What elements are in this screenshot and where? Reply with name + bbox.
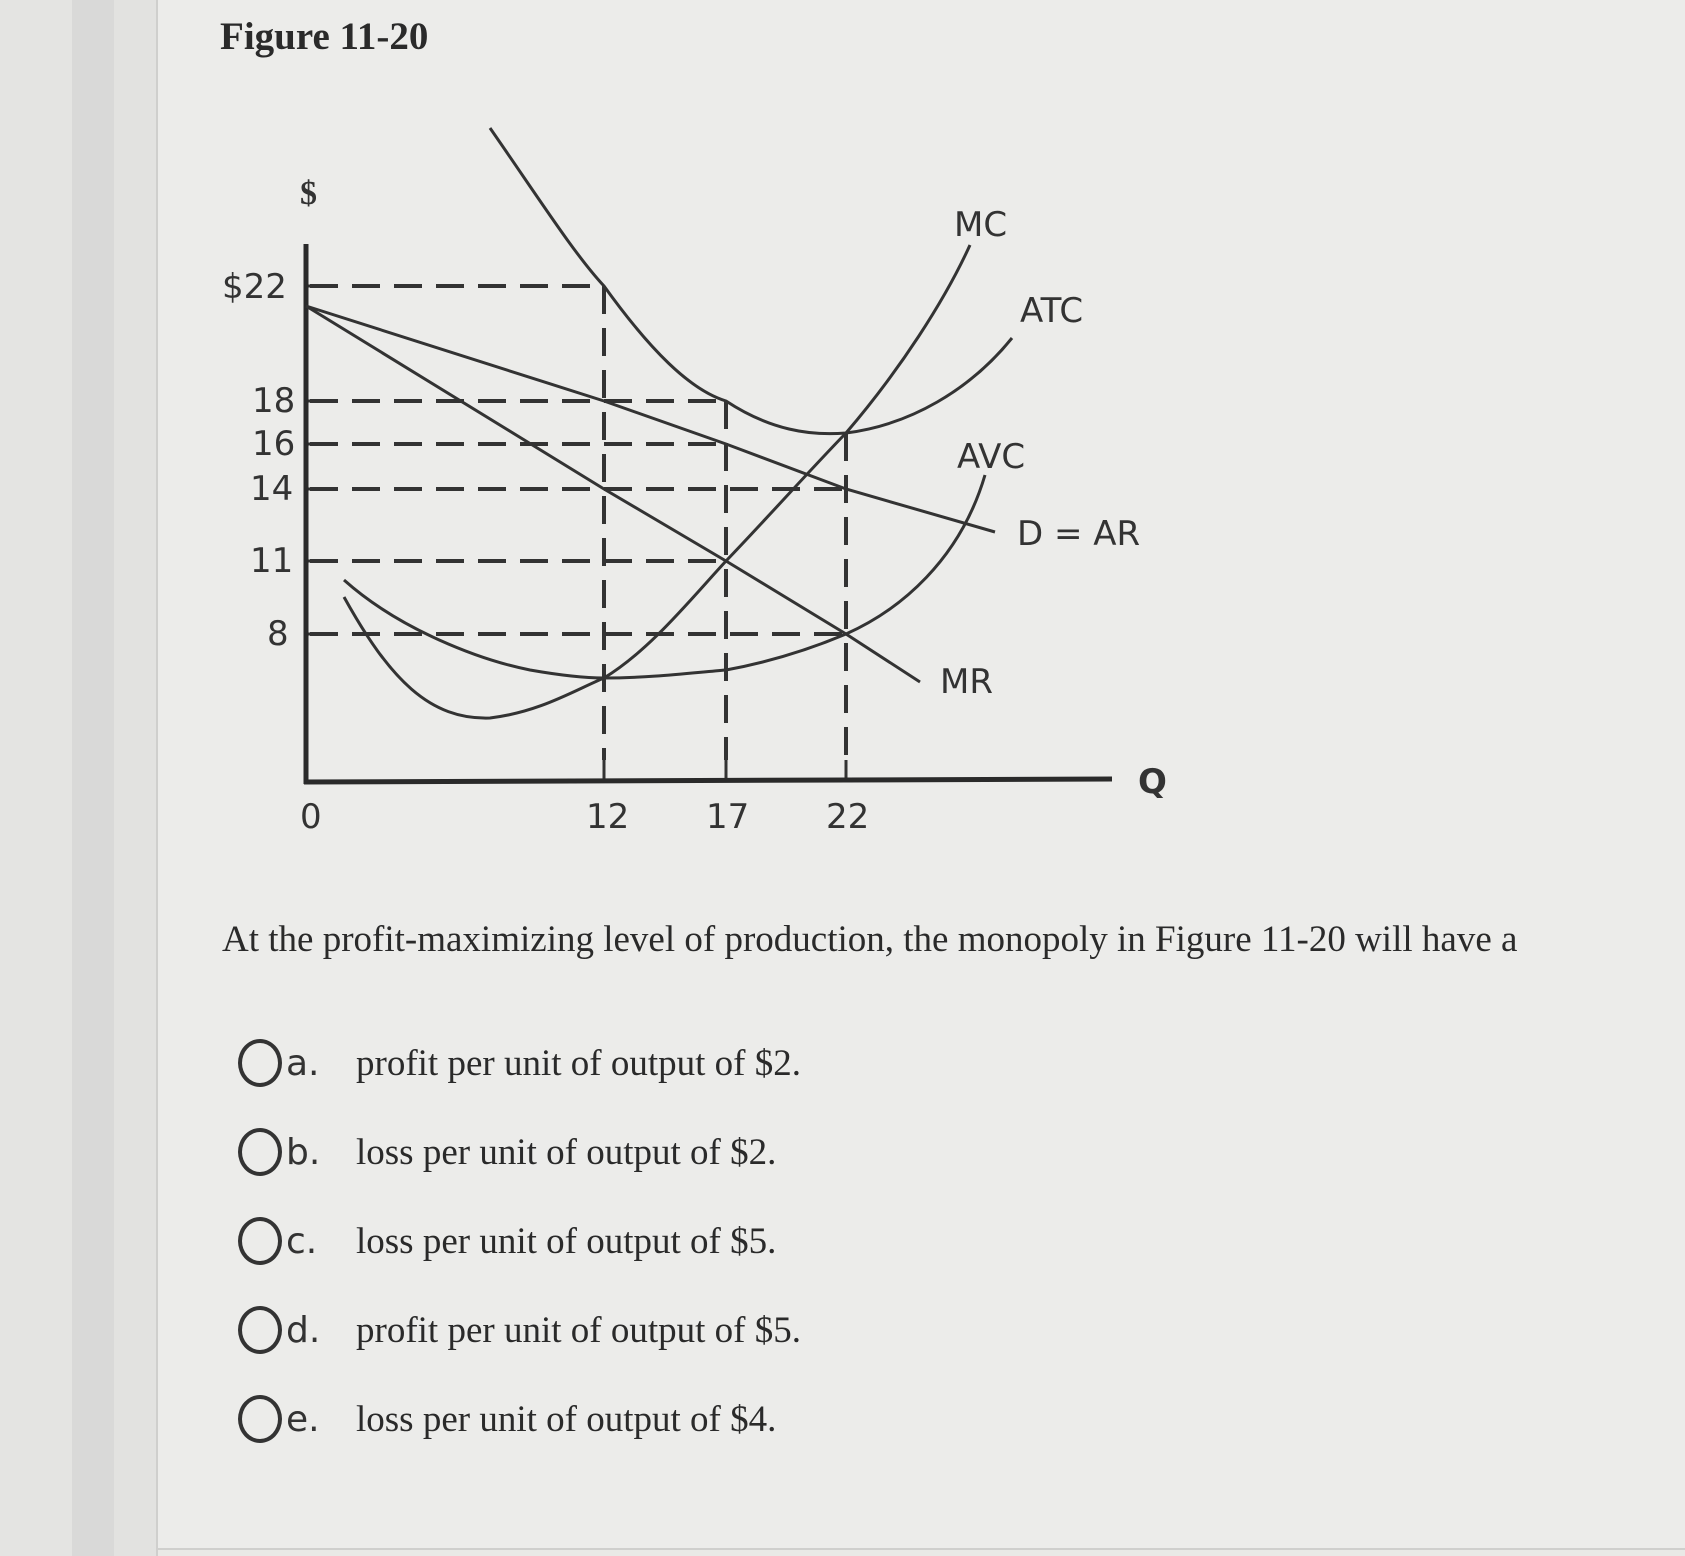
svg-text:17: 17 — [706, 797, 750, 837]
radio-button-icon[interactable] — [238, 1039, 282, 1087]
svg-text:8: 8 — [267, 614, 289, 654]
curves — [306, 128, 1012, 718]
marginal-revenue-curve — [306, 306, 920, 682]
option-text: loss per unit of output of $4. — [356, 1398, 777, 1440]
answer-option-c[interactable] — [238, 1213, 776, 1269]
svg-text:0: 0 — [300, 797, 322, 837]
label-demand: D = AR — [1017, 514, 1141, 554]
option-letter: c. — [286, 1220, 318, 1262]
x-axis — [304, 779, 1112, 782]
curve-labels — [940, 205, 1140, 702]
label-mr: MR — [940, 662, 993, 702]
answer-option-d[interactable] — [238, 1302, 801, 1358]
label-atc: ATC — [1020, 291, 1084, 331]
option-letter: a. — [286, 1042, 320, 1084]
y-axis-title: $ — [300, 175, 317, 212]
question-text: At the profit-maximizing level of production, the monopoly in Figure 11-20 will have a — [222, 919, 1518, 960]
svg-text:12: 12 — [586, 797, 630, 837]
option-letter: e. — [286, 1398, 320, 1440]
radio-button-icon[interactable] — [238, 1217, 282, 1265]
radio-button-icon[interactable] — [238, 1128, 282, 1176]
axis-ticks — [306, 286, 846, 782]
option-text: loss per unit of output of $5. — [356, 1220, 777, 1262]
x-axis-labels — [300, 762, 1167, 837]
answer-option-a[interactable] — [238, 1035, 801, 1091]
radio-button-icon[interactable] — [238, 1395, 282, 1443]
option-letter: b. — [286, 1131, 321, 1173]
demand-curve — [306, 306, 995, 532]
answer-option-e[interactable] — [238, 1391, 776, 1447]
option-text: loss per unit of output of $2. — [356, 1131, 777, 1173]
svg-text:16: 16 — [252, 424, 296, 464]
x-axis-title: Q — [1138, 762, 1167, 802]
average-total-cost-curve — [490, 128, 1012, 434]
svg-text:$22: $22 — [222, 267, 287, 307]
option-letter: d. — [286, 1309, 321, 1351]
svg-text:11: 11 — [250, 541, 294, 581]
average-variable-cost-curve — [344, 475, 985, 678]
svg-text:18: 18 — [252, 381, 296, 421]
y-axis-labels — [222, 175, 317, 654]
option-text: profit per unit of output of $5. — [356, 1309, 801, 1351]
axes — [304, 244, 1112, 784]
label-avc: AVC — [957, 437, 1026, 477]
option-text: profit per unit of output of $2. — [356, 1042, 801, 1084]
svg-text:22: 22 — [826, 797, 870, 837]
answer-option-b[interactable] — [238, 1124, 776, 1180]
figure-title: Figure 11-20 — [220, 15, 429, 58]
label-mc: MC — [954, 205, 1008, 245]
radio-button-icon[interactable] — [238, 1306, 282, 1354]
svg-text:14: 14 — [250, 469, 294, 509]
marginal-cost-curve — [344, 245, 970, 718]
